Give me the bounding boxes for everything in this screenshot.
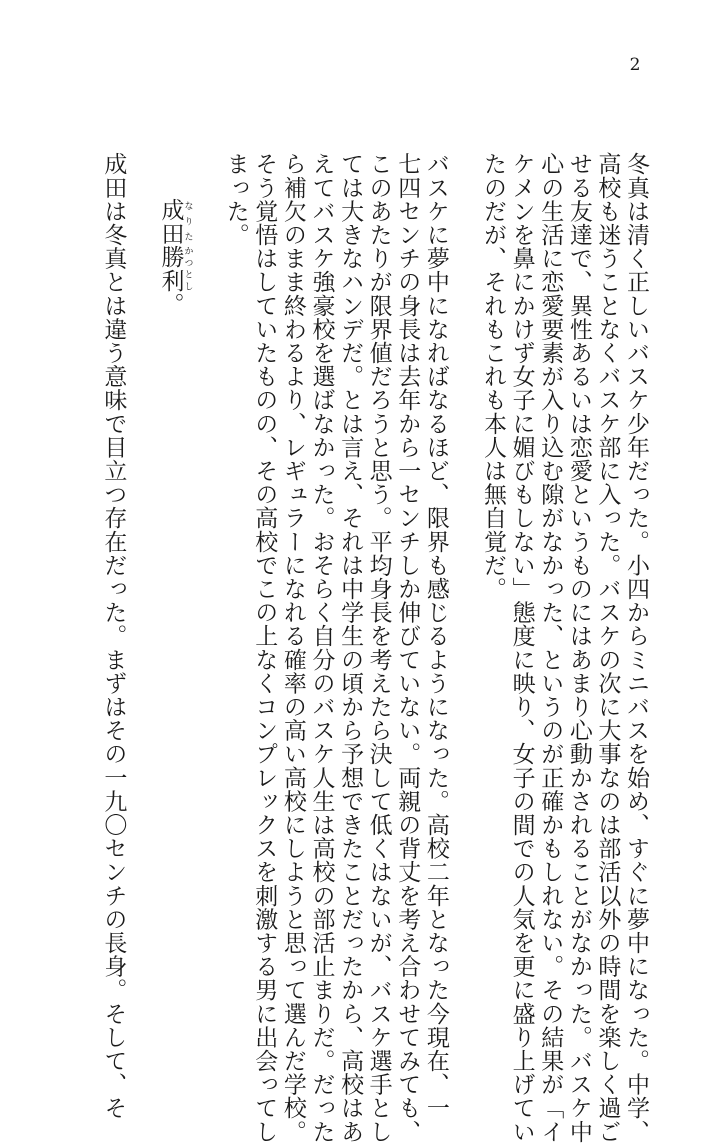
paragraph-gap <box>450 152 479 952</box>
text-line: えてバスケ強豪校を選ばなかった。おそらく自分のバスケ人生は高校の部活止まりだ。だった <box>308 152 335 1143</box>
text-line: 七四センチの身長は去年から一センチしか伸びていない。両親の背丈を考え合わせてみても、 <box>394 152 421 1143</box>
given-name: 勝利 <box>157 245 184 293</box>
text-line: 冬真は清く正しいバスケ少年だった。小四からミニバスを始め、すぐに夢中になった。中学、 <box>623 152 649 1143</box>
paragraph-gap <box>127 152 156 952</box>
text-line: せる友達で、異性あるいは恋愛というものにはあまり心動かされることがなかった。バスケ中 <box>565 152 592 1143</box>
text-line: たのだが、それもこれも本人は無自覚だ。 <box>480 152 507 601</box>
text-line: 高校も迷うことなくバスケ部に入った。バスケの次に大事なのは部活以外の時間を楽しく過ご <box>594 152 621 1143</box>
character-name-line <box>156 152 193 952</box>
text-line: まった。 <box>222 152 249 247</box>
surname-reading: なりた <box>182 198 193 246</box>
surname-ruby <box>157 198 193 246</box>
surname: 成田 <box>157 198 184 246</box>
name-suffix: 。 <box>157 292 184 317</box>
text-line: バスケに夢中になればなるほど、限界も感じるようになった。高校二年となった今現在、一 <box>422 152 449 1120</box>
given-name-reading: かつとし <box>182 245 193 293</box>
text-line: このあたりが限界値だろうと思う。平均身長を考えたら決して低くはないが、バスケ選手とし <box>365 152 392 1143</box>
text-line: ては大きなハンデだ。とは言え、それは中学生の頃から予想できたことだったから、高校はあ <box>337 152 364 1143</box>
page-number: 2 <box>629 55 641 75</box>
given-name-ruby <box>157 245 193 293</box>
text-line: 心の生活に恋愛要素が入り込む隙がなかった、というのが正確かもしれない。その結果が「イ <box>537 152 564 1143</box>
text-line: ケメンを鼻にかけず女子に媚びもしない」態度に映り、女子の間での人気を更に盛り上げてい <box>508 152 535 1143</box>
vertical-text-body <box>90 152 650 1143</box>
text-line: そう覚悟はしていたものの、その高校でこの上なくコンプレックスを刺激する男に出会ってし <box>251 152 278 1143</box>
text-line: ら補欠のまま終わるより、レギュラーになれる確率の高い高校にしようと思って選んだ学校。 <box>279 152 306 1143</box>
paragraph-gap <box>193 152 222 952</box>
text-line: 成田は冬真とは違う意味で目立つ存在だった。まずはその一九〇センチの長身。そして、そ <box>100 152 127 1120</box>
